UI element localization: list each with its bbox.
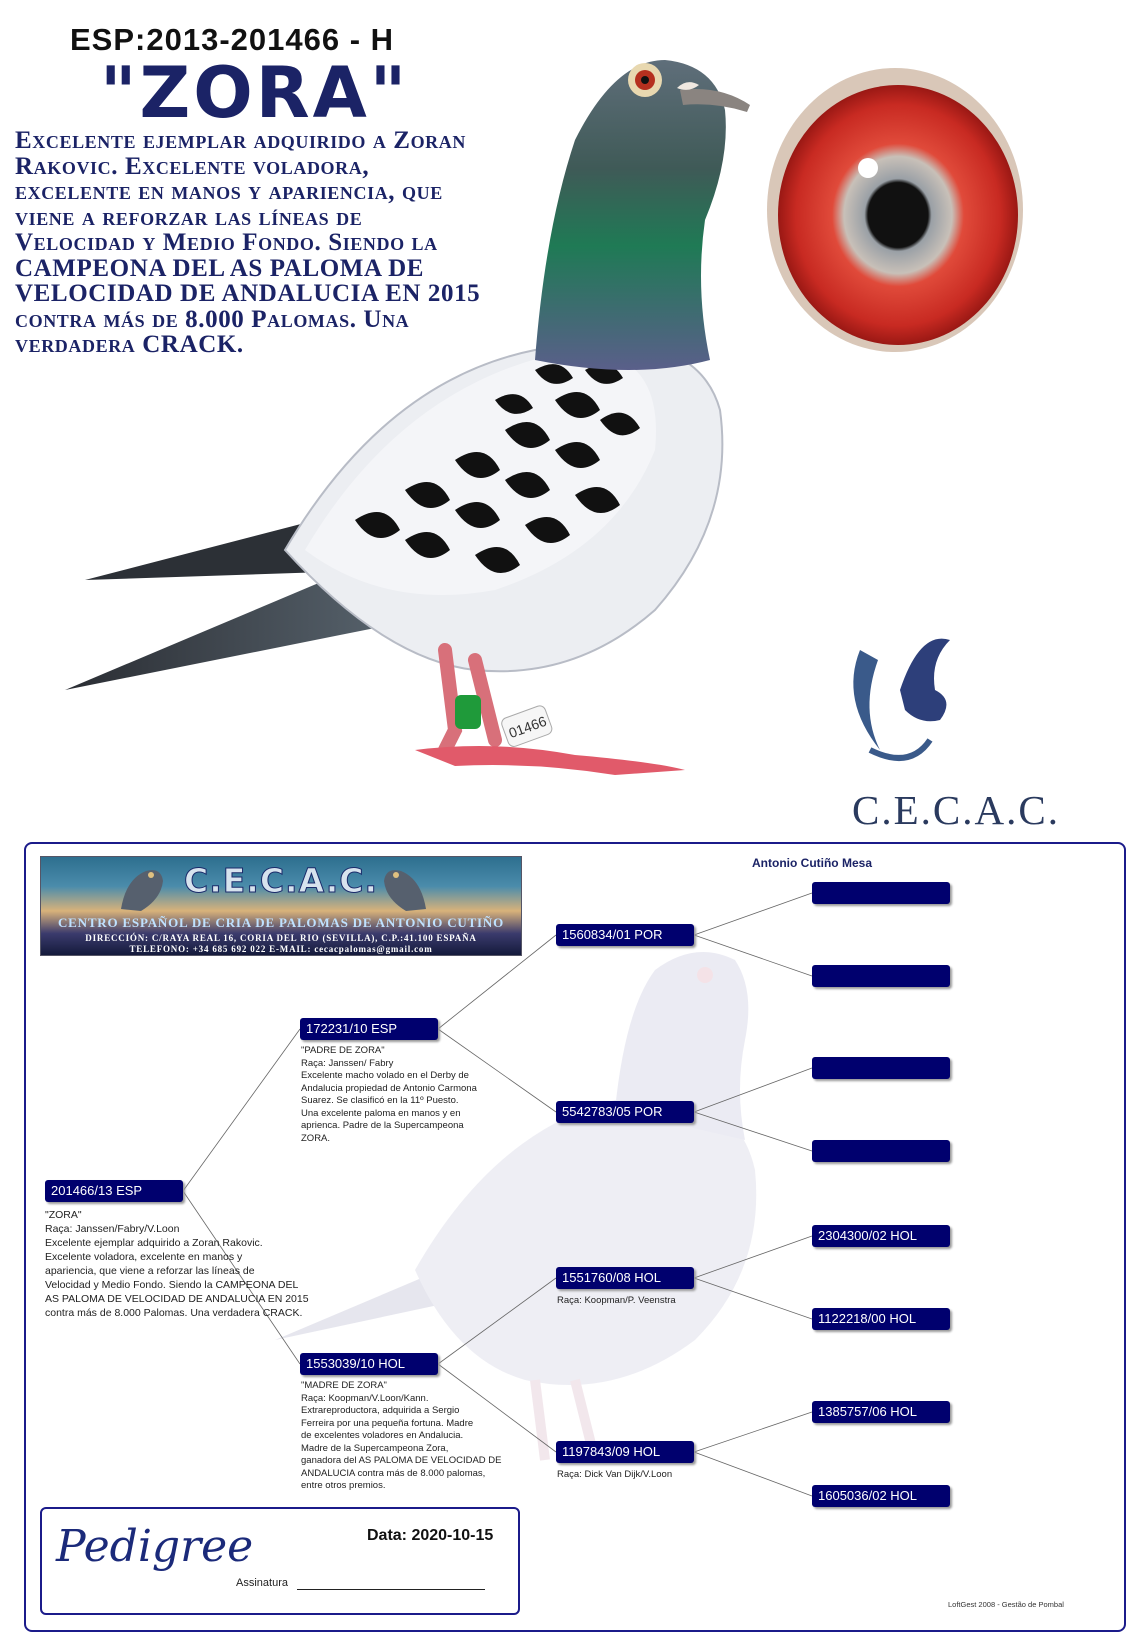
- pedigree-self-box: 201466/13 ESP: [45, 1180, 183, 1202]
- description-line: CAMPEONA DEL AS PALOMA DE: [15, 254, 425, 282]
- pedigree-dam-box: 1553039/10 HOL: [300, 1353, 438, 1375]
- note-line: Una excelente paloma en manos y en: [301, 1107, 461, 1119]
- description-line: Excelente ejemplar adquirido a Zoran: [15, 127, 466, 154]
- description-line: Velocidad y Medio Fondo. Siendo la: [15, 229, 438, 256]
- software-credit: LoftGest 2008 - Gestão de Pombal: [948, 1600, 1064, 1609]
- banner-address: DIRECCIÓN: C/RAYA REAL 16, CORIA DEL RIO (SEVILLA), C.P.:41.100 ESPAÑA: [85, 933, 477, 943]
- note-line: "MADRE DE ZORA": [301, 1380, 387, 1391]
- pedigree-gen4-box: [812, 1057, 950, 1079]
- pedigree-gen4-box: 1605036/02 HOL: [812, 1485, 950, 1507]
- note-line: Extrareproductora, adquirida a Sergio: [301, 1405, 460, 1416]
- signature-label: Assinatura: [236, 1577, 288, 1589]
- pedigree-gen4-box: [812, 965, 950, 987]
- banner-phone: TELEFONO: +34 685 692 022 E-MAIL: cecacpalomas@gmail.com: [129, 944, 433, 954]
- ring-id: ESP:2013-201466 - H: [70, 22, 395, 57]
- pedigree-dam-sire-notes: Raça: Koopman/P. Veenstra: [557, 1295, 676, 1306]
- pedigree-gen4-box: 2304300/02 HOL: [812, 1225, 950, 1247]
- note-line: apariencia, que viene a reforzar las líneas de: [45, 1265, 255, 1277]
- description-line: contra más de 8.000 Palomas. Una: [15, 305, 410, 333]
- note-line: aprienca. Padre de la Supercampeona: [301, 1120, 464, 1131]
- pedigree-dam-dam-box: 1197843/09 HOL: [556, 1441, 694, 1463]
- banner-subtitle: CENTRO ESPAÑOL DE CRIA DE PALOMAS DE ANTONIO CUTIÑO: [57, 915, 505, 930]
- pedigree-sire-notes: [301, 1045, 477, 1145]
- note-line: "ZORA": [45, 1209, 82, 1221]
- note-line: Madre de la Supercampeona Zora,: [301, 1442, 449, 1454]
- pigeon-name: "ZORA": [100, 52, 410, 134]
- note-line: Excelente voladora, excelente en manos y: [45, 1251, 243, 1263]
- note-line: Excelente ejemplar adquirido a Zoran Rakovic.: [45, 1237, 263, 1249]
- note-line: AS PALOMA DE VELOCIDAD DE ANDALUCIA EN 2015: [45, 1293, 309, 1305]
- pedigree-gen4-box: [812, 1140, 950, 1162]
- note-line: Andalucia propiedad de Antonio Carmona: [301, 1082, 477, 1094]
- pedigree-gen4-box: 1122218/00 HOL: [812, 1308, 950, 1330]
- description-line: viene a reforzar las líneas de: [15, 203, 363, 231]
- pedigree-title: Pedigree: [56, 1521, 254, 1572]
- pedigree-dam-dam-notes: Raça: Dick Van Dijk/V.Loon: [557, 1469, 673, 1480]
- note-line: contra más de 8.000 Palomas. Una verdadera CRACK.: [45, 1307, 303, 1319]
- note-line: Velocidad y Medio Fondo. Siendo la CAMPEONA DEL: [45, 1279, 299, 1291]
- note-line: Suarez. Se clasificó en la 11º Puesto.: [301, 1095, 459, 1106]
- description-line: VELOCIDAD DE ANDALUCIA EN 2015: [15, 280, 481, 307]
- note-line: de excelentes voladores en Andalucia.: [301, 1430, 464, 1441]
- note-line: Excelente macho volado en el Derby de: [301, 1070, 469, 1081]
- note-line: Ferreira por una pequeña fortuna. Madre: [301, 1417, 474, 1429]
- note-line: ANDALUCIA contra más de 8.000 palomas,: [301, 1467, 486, 1479]
- pedigree-gen4-box: [812, 882, 950, 904]
- note-line: ganadora del AS PALOMA DE VELOCIDAD DE: [301, 1455, 502, 1466]
- pedigree-self-notes: [45, 1208, 309, 1320]
- note-line: entre otros premios.: [301, 1480, 386, 1491]
- note-line: Raça: Janssen/ Fabry: [301, 1057, 394, 1069]
- breeder-name: Antonio Cutiño Mesa: [752, 856, 872, 870]
- note-line: "PADRE DE ZORA": [301, 1045, 385, 1056]
- note-line: Raça: Koopman/V.Loon/Kann.: [301, 1392, 429, 1404]
- date-label: Data: 2020-10-15: [367, 1527, 494, 1544]
- banner-title: C.E.C.A.C.: [183, 861, 379, 900]
- leg-ring-text: 01466: [506, 712, 549, 742]
- description-line: Rakovic. Excelente voladora,: [15, 152, 370, 180]
- description-line: verdadera CRACK.: [15, 331, 244, 358]
- pedigree-sire-dam-box: 5542783/05 POR: [556, 1101, 694, 1123]
- note-line: ZORA.: [301, 1132, 331, 1144]
- pedigree-sire-sire-box: 1560834/01 POR: [556, 924, 694, 946]
- pedigree-signature-block: [40, 1507, 520, 1615]
- pedigree-sire-box: 172231/10 ESP: [300, 1018, 438, 1040]
- pedigree-dam-sire-box: 1551760/08 HOL: [556, 1267, 694, 1289]
- pedigree-dam-notes: [301, 1380, 501, 1493]
- description-line: excelente en manos y apariencia, que: [15, 178, 443, 205]
- cecac-logo-text: C.E.C.A.C.: [852, 787, 1060, 833]
- note-line: Raça: Janssen/Fabry/V.Loon: [45, 1223, 180, 1235]
- pedigree-gen4-box: 1385757/06 HOL: [812, 1401, 950, 1423]
- signature-line: [297, 1589, 485, 1590]
